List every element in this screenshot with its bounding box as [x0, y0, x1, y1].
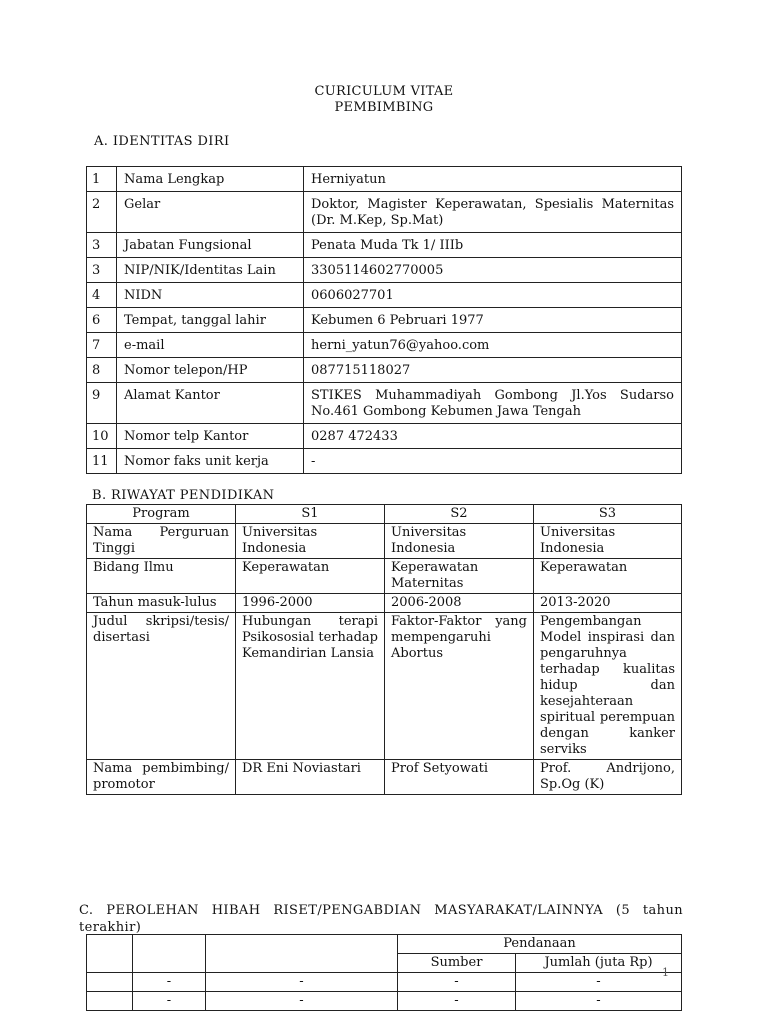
grant-cell: - — [398, 992, 516, 1011]
section-c-heading: C. PEROLEHAN HIBAH RISET/PENGABDIAN MASYARAKAT/LAINNYA (5 tahun terakhir) — [79, 903, 683, 935]
identity-label: Gelar — [117, 192, 304, 233]
education-s3: Prof. Andrijono, Sp.Og (K) — [534, 760, 682, 795]
grant-header-blank — [206, 935, 398, 973]
grant-cell: - — [516, 992, 682, 1011]
title-line-1: CURICULUM VITAE — [314, 84, 454, 99]
identity-row — [87, 308, 682, 333]
education-row — [87, 760, 682, 795]
identity-row — [87, 192, 682, 233]
identity-label: Jabatan Fungsional — [117, 233, 304, 258]
education-row — [87, 524, 682, 559]
identity-number: 3 — [87, 233, 117, 258]
identity-row — [87, 333, 682, 358]
identity-value: Doktor, Magister Keperawatan, Spesialis Maternitas (Dr. M.Kep, Sp.Mat) — [304, 192, 682, 233]
education-s1: Hubungan terapi Psikososial terhadap Kemandirian Lansia — [236, 613, 385, 760]
education-label: Bidang Ilmu — [87, 559, 236, 594]
identity-value: STIKES Muhammadiyah Gombong Jl.Yos Sudarso No.461 Gombong Kebumen Jawa Tengah — [304, 383, 682, 424]
education-s2: Prof Setyowati — [385, 760, 534, 795]
education-s3: Pengembangan Model inspirasi dan pengaruhnya terhadap kualitas hidup dan kesejahteraan spiritual perempuan dengan kanker serviks — [534, 613, 682, 760]
education-row — [87, 613, 682, 760]
identity-label: Nomor telepon/HP — [117, 358, 304, 383]
identity-number: 4 — [87, 283, 117, 308]
grant-header-blank — [87, 935, 133, 973]
identity-number: 3 — [87, 258, 117, 283]
identity-row — [87, 233, 682, 258]
grant-header-sumber: Sumber — [398, 954, 516, 973]
education-s1: DR Eni Noviastari — [236, 760, 385, 795]
grant-cell: - — [206, 973, 398, 992]
identity-table — [86, 166, 682, 474]
identity-value: Kebumen 6 Pebruari 1977 — [304, 308, 682, 333]
section-b-heading: B. RIWAYAT PENDIDIKAN — [92, 488, 275, 503]
education-table — [86, 504, 682, 795]
grant-header-blank — [133, 935, 206, 973]
identity-label: NIDN — [117, 283, 304, 308]
identity-row — [87, 358, 682, 383]
education-label: Judul skripsi/tesis/ disertasi — [87, 613, 236, 760]
identity-value: Penata Muda Tk 1/ IIIb — [304, 233, 682, 258]
grant-cell: - — [133, 973, 206, 992]
identity-label: Tempat, tanggal lahir — [117, 308, 304, 333]
identity-row — [87, 383, 682, 424]
identity-row — [87, 258, 682, 283]
identity-row — [87, 424, 682, 449]
section-a-heading: A. IDENTITAS DIRI — [94, 134, 230, 149]
header-s1: S1 — [236, 505, 385, 524]
grant-header-row-1 — [87, 935, 682, 954]
identity-label: e-mail — [117, 333, 304, 358]
grant-cell: - — [516, 973, 682, 992]
identity-value: 0287 472433 — [304, 424, 682, 449]
identity-number: 9 — [87, 383, 117, 424]
grant-row — [87, 992, 682, 1011]
education-row — [87, 594, 682, 613]
header-s3: S3 — [534, 505, 682, 524]
identity-value: Herniyatun — [304, 167, 682, 192]
title-line-2: PEMBIMBING — [334, 100, 434, 115]
identity-row — [87, 283, 682, 308]
education-s1: 1996-2000 — [236, 594, 385, 613]
education-s1: Universitas Indonesia — [236, 524, 385, 559]
identity-row — [87, 167, 682, 192]
header-s2: S2 — [385, 505, 534, 524]
identity-value: herni_yatun76@yahoo.com — [304, 333, 682, 358]
identity-label: Nomor faks unit kerja — [117, 449, 304, 474]
identity-number: 1 — [87, 167, 117, 192]
education-label: Tahun masuk-lulus — [87, 594, 236, 613]
education-s1: Keperawatan — [236, 559, 385, 594]
page-number: 1 — [662, 966, 669, 979]
education-s2: Keperawatan Maternitas — [385, 559, 534, 594]
identity-value: 087715118027 — [304, 358, 682, 383]
education-row — [87, 559, 682, 594]
education-s2: Universitas Indonesia — [385, 524, 534, 559]
identity-label: Nama Lengkap — [117, 167, 304, 192]
grant-cell-blank — [87, 973, 133, 992]
identity-label: NIP/NIK/Identitas Lain — [117, 258, 304, 283]
grant-header-jumlah: Jumlah (juta Rp) — [516, 954, 682, 973]
grant-table — [86, 934, 682, 1011]
education-s3: 2013-2020 — [534, 594, 682, 613]
document-title — [0, 84, 768, 116]
education-s3: Universitas Indonesia — [534, 524, 682, 559]
grant-cell: - — [206, 992, 398, 1011]
education-label: Nama pembimbing/ promotor — [87, 760, 236, 795]
identity-number: 6 — [87, 308, 117, 333]
education-label: Nama Perguruan Tinggi — [87, 524, 236, 559]
identity-row — [87, 449, 682, 474]
identity-label: Nomor telp Kantor — [117, 424, 304, 449]
header-program: Program — [87, 505, 236, 524]
grant-cell-blank — [87, 992, 133, 1011]
identity-number: 11 — [87, 449, 117, 474]
grant-cell: - — [133, 992, 206, 1011]
identity-value: - — [304, 449, 682, 474]
education-s3: Keperawatan — [534, 559, 682, 594]
identity-number: 8 — [87, 358, 117, 383]
identity-number: 2 — [87, 192, 117, 233]
identity-value: 3305114602770005 — [304, 258, 682, 283]
education-s2: 2006-2008 — [385, 594, 534, 613]
education-header-row — [87, 505, 682, 524]
grant-row — [87, 973, 682, 992]
education-s2: Faktor-Faktor yang mempengaruhi Abortus — [385, 613, 534, 760]
grant-cell: - — [398, 973, 516, 992]
identity-label: Alamat Kantor — [117, 383, 304, 424]
identity-number: 7 — [87, 333, 117, 358]
identity-value: 0606027701 — [304, 283, 682, 308]
grant-header-pendanaan: Pendanaan — [398, 935, 682, 954]
identity-number: 10 — [87, 424, 117, 449]
